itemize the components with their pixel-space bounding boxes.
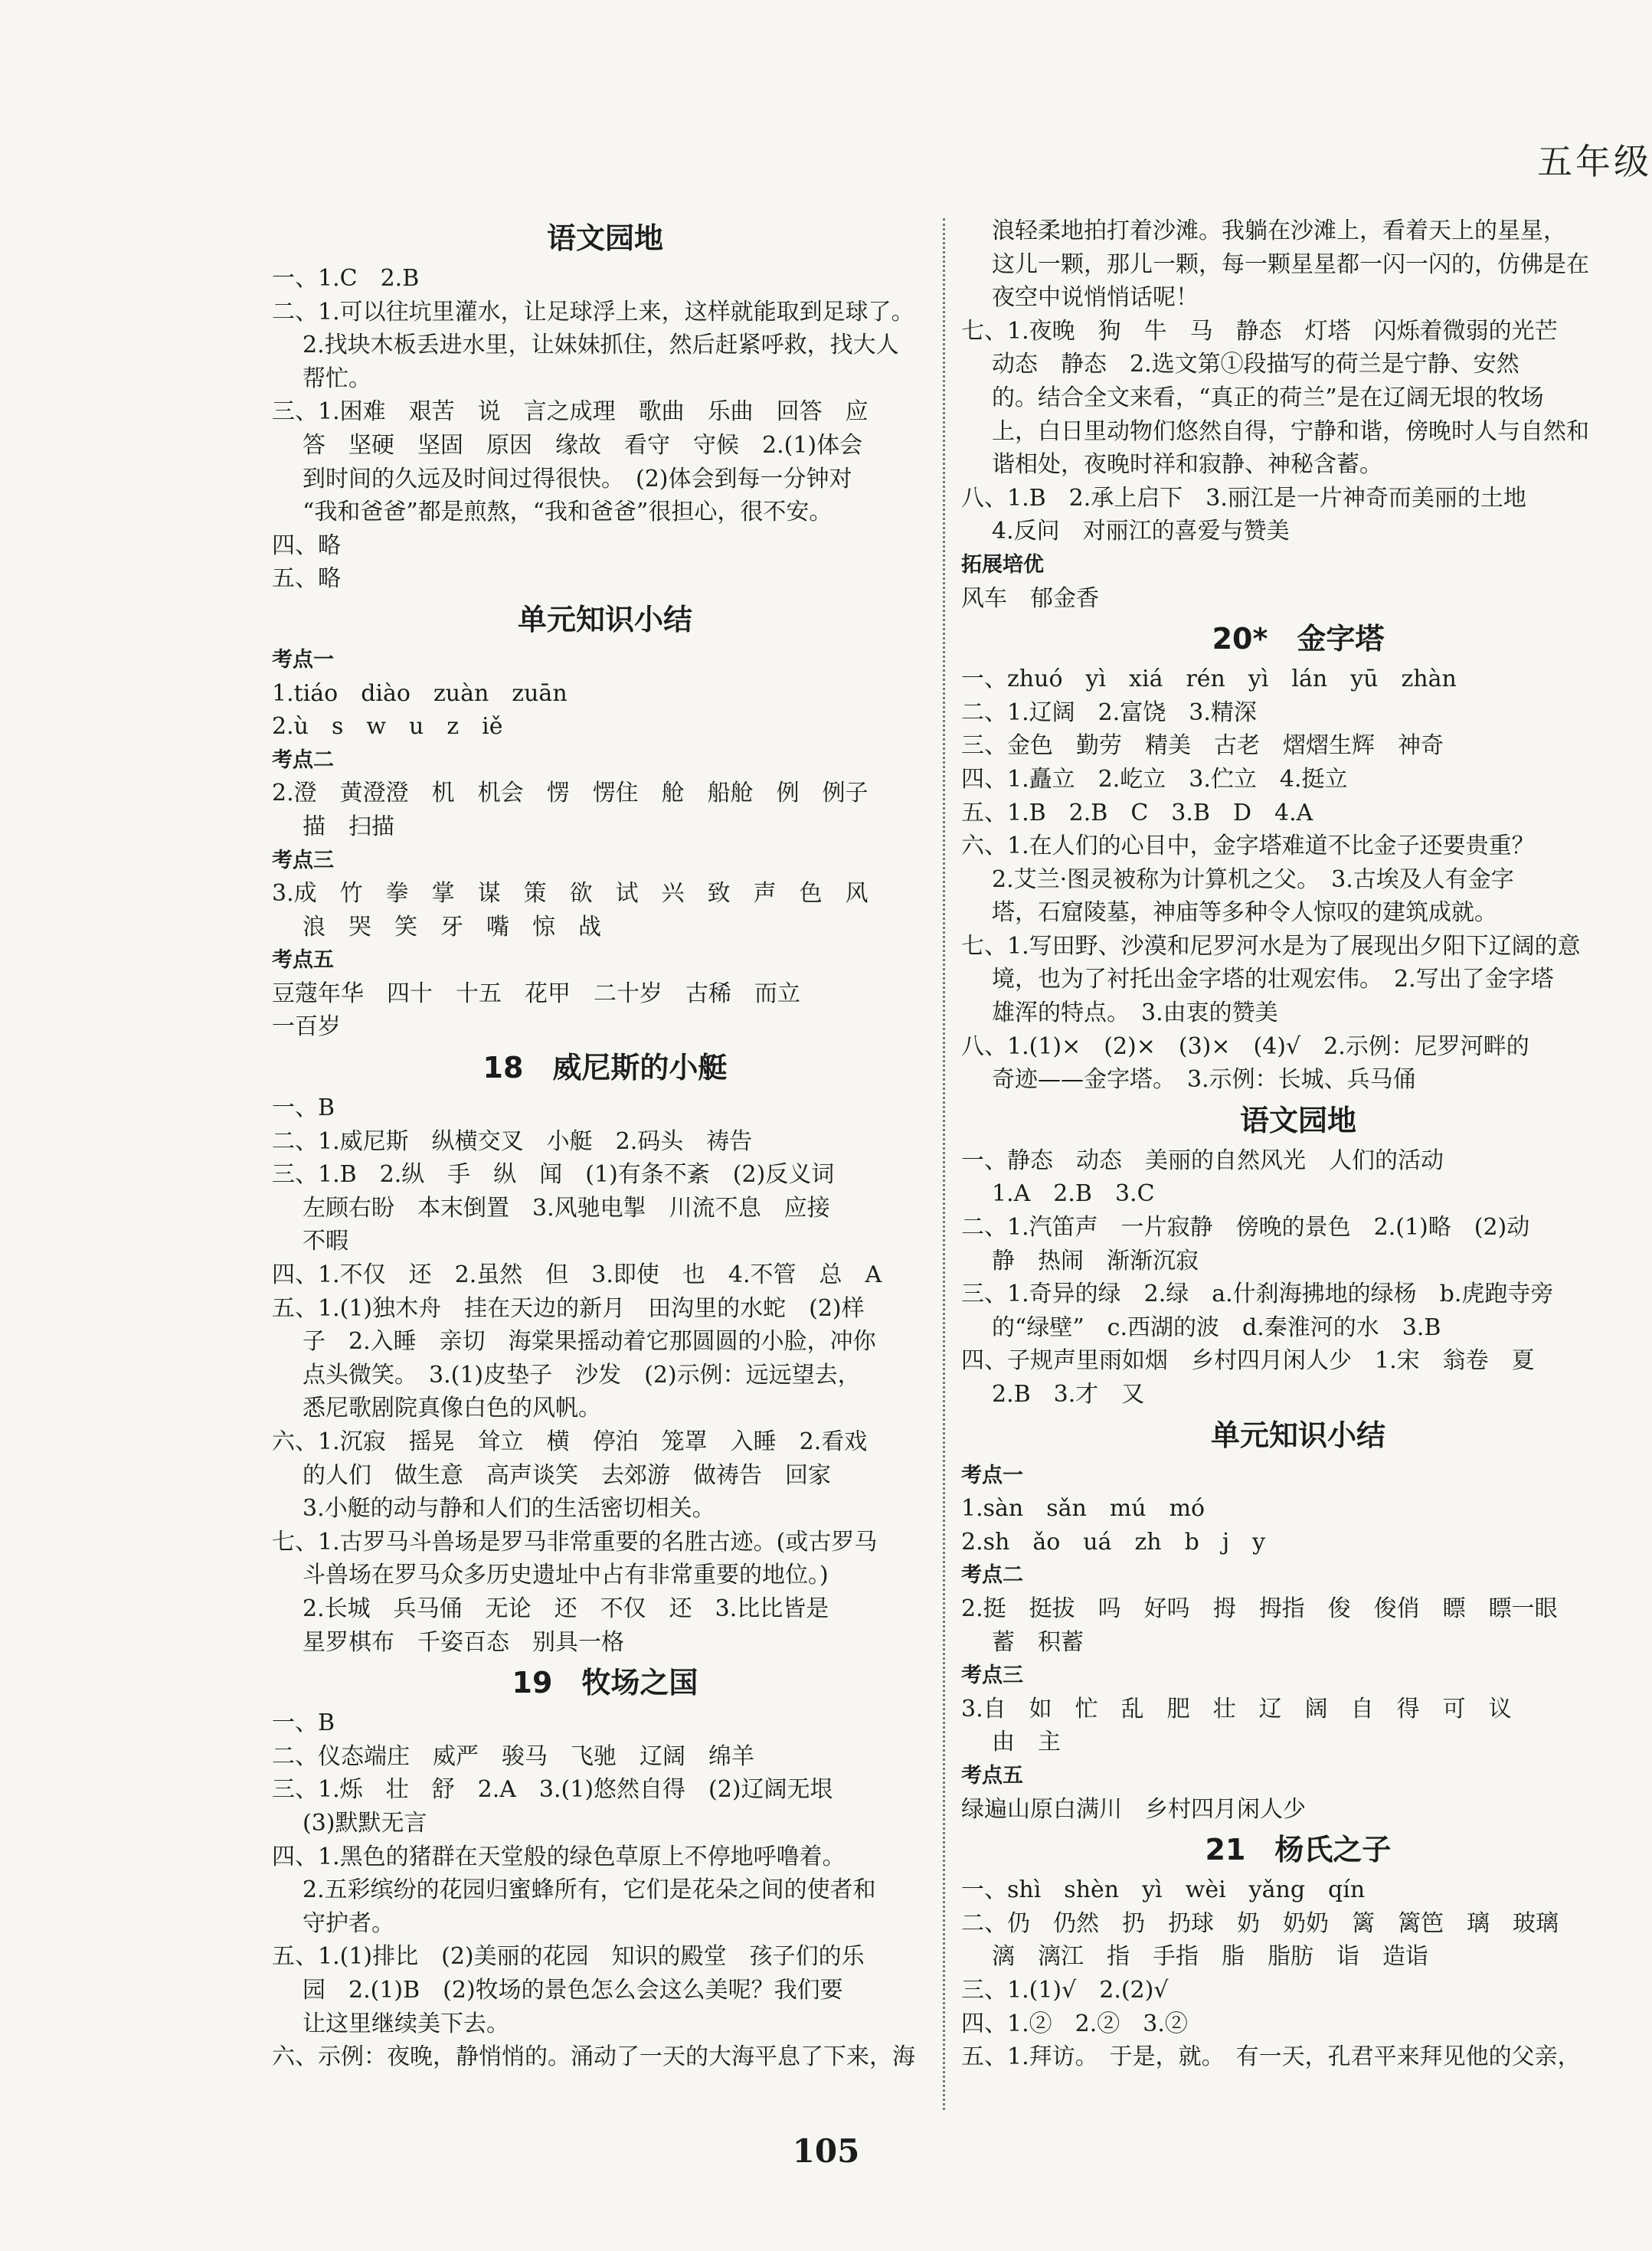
key-point-label: 考点三 bbox=[272, 848, 334, 872]
answer-line: 到时间的久远及时间过得很快。 (2)体会到每一分钟对 bbox=[303, 465, 852, 492]
key-point-label: 考点五 bbox=[961, 1763, 1023, 1788]
answer-line: 七、1.古罗马斗兽场是罗马非常重要的名胜古迹。(或古罗马 bbox=[272, 1528, 878, 1556]
answer-line: 奇迹——金字塔。 3.示例：长城、兵马俑 bbox=[992, 1066, 1416, 1094]
answer-line: 2.找块木板丢进水里，让妹妹抓住，然后赶紧呼救，找大人 bbox=[303, 332, 899, 359]
answer-line: 3.自 如 忙 乱 肥 壮 辽 阔 自 得 可 议 bbox=[961, 1695, 1512, 1723]
answer-line: 帮忙。 bbox=[303, 365, 371, 392]
answer-line: 五、1.拜访。 于是，就。 有一天，孔君平来拜见他的父亲， bbox=[961, 2043, 1581, 2071]
answer-line: 二、仍 仍然 扔 扔球 奶 奶奶 篱 篱笆 璃 玻璃 bbox=[961, 1909, 1559, 1937]
answer-line: 浪 哭 笑 牙 嘴 惊 战 bbox=[303, 913, 601, 941]
answer-line: 一、shì shèn yì wèi yǎng qín bbox=[961, 1876, 1366, 1904]
answer-line: 动态 静态 2.选文第①段描写的荷兰是宁静、安然 bbox=[992, 351, 1520, 378]
section-title: 语文园地 bbox=[546, 221, 663, 255]
section-title: 语文园地 bbox=[1239, 1103, 1356, 1137]
answer-line: 二、1.可以往坑里灌水，让足球浮上来，这样就能取到足球了。 bbox=[272, 298, 914, 326]
section-title: 单元知识小结 bbox=[517, 602, 692, 636]
answer-line: 二、1.汽笛声 一片寂静 傍晚的景色 2.(1)略 (2)动 bbox=[961, 1214, 1530, 1242]
answer-line: 三、1.B 2.纵 手 纵 闻 (1)有条不紊 (2)反义词 bbox=[272, 1161, 835, 1189]
answer-line: 二、1.辽阔 2.富饶 3.精深 bbox=[961, 699, 1257, 726]
answer-line: 三、1.(1)√ 2.(2)√ bbox=[961, 1976, 1169, 2004]
answer-line: 四、1.黑色的猪群在天堂般的绿色草原上不停地呼噜着。 bbox=[272, 1843, 846, 1870]
right-column bbox=[961, 214, 1635, 2074]
answer-line: 三、金色 勤劳 精美 古老 熠熠生辉 神奇 bbox=[961, 732, 1444, 760]
answer-line: 六、1.在人们的心目中，金字塔难道不比金子还要贵重？ bbox=[961, 833, 1535, 860]
answer-line: 的人们 做生意 高声谈笑 去郊游 做祷告 回家 bbox=[303, 1461, 831, 1489]
answer-line: 八、1.(1)× (2)× (3)× (4)√ 2.示例：尼罗河畔的 bbox=[961, 1032, 1529, 1060]
answer-line: 静 热闹 渐渐沉寂 bbox=[992, 1247, 1199, 1274]
left-column bbox=[272, 214, 938, 2074]
answer-line: 蓄 积蓄 bbox=[992, 1628, 1084, 1656]
answer-line: 四、子规声里雨如烟 乡村四月闲人少 1.宋 翁卷 夏 bbox=[961, 1347, 1535, 1375]
key-point-label: 拓展培优 bbox=[961, 552, 1044, 577]
answer-line: 悉尼歌剧院真像白色的风帆。 bbox=[303, 1395, 601, 1422]
section-title: 19 牧场之国 bbox=[512, 1666, 698, 1700]
answer-line: 四、1.不仅 还 2.虽然 但 3.即使 也 4.不管 总 A bbox=[272, 1261, 882, 1289]
answer-line: 塔，石窟陵墓，神庙等多种令人惊叹的建筑成就。 bbox=[992, 899, 1497, 927]
answer-line: 谐相处，夜晚时祥和寂静、神秘含蓄。 bbox=[992, 451, 1382, 479]
answer-line: 2.sh ǎo uá zh b j y bbox=[961, 1528, 1266, 1556]
answer-line: 3.小艇的动与静和人们的生活密切相关。 bbox=[303, 1495, 715, 1523]
answer-line: 4.反问 对丽江的喜爱与赞美 bbox=[992, 518, 1290, 545]
answer-line: 一、1.C 2.B bbox=[272, 265, 420, 292]
answer-line: “我和爸爸”都是煎熬，“我和爸爸”很担心，很不安。 bbox=[303, 499, 833, 526]
answer-line: 斗兽场在罗马众多历史遗址中占有非常重要的地位。) bbox=[303, 1562, 829, 1589]
answer-line: 2.ù s w u z iě bbox=[272, 713, 503, 741]
answer-line: 八、1.B 2.承上启下 3.丽江是一片神奇而美丽的土地 bbox=[961, 484, 1526, 512]
answer-line: 守护者。 bbox=[303, 1909, 394, 1937]
answer-line: 由 主 bbox=[992, 1729, 1061, 1756]
answer-line: 2.挺 挺拔 吗 好吗 拇 拇指 俊 俊俏 瞟 瞟一眼 bbox=[961, 1595, 1558, 1622]
answer-line: 不暇 bbox=[303, 1228, 348, 1255]
answer-line: 上，白日里动物们悠然自得，宁静和谐，傍晚时人与自然和 bbox=[992, 417, 1589, 445]
answer-line: 描 扫描 bbox=[303, 813, 394, 840]
answer-line: 四、1.② 2.② 3.② bbox=[961, 2010, 1188, 2037]
answer-line: 夜空中说悄悄话呢！ bbox=[992, 284, 1199, 312]
answer-line: 3.成 竹 拳 掌 谋 策 欲 试 兴 致 声 色 风 bbox=[272, 880, 869, 908]
answer-line: 六、1.沉寂 摇晃 耸立 横 停泊 笼罩 入睡 2.看戏 bbox=[272, 1428, 868, 1455]
answer-line: 三、1.奇异的绿 2.绿 a.什刹海拂地的绿杨 b.虎跑寺旁 bbox=[961, 1281, 1554, 1308]
answer-line: 五、略 bbox=[272, 565, 341, 593]
section-title: 单元知识小结 bbox=[1210, 1418, 1385, 1452]
answer-line: 一、静态 动态 美丽的自然风光 人们的活动 bbox=[961, 1147, 1444, 1174]
answer-line: 四、1.矗立 2.屹立 3.伫立 4.挺立 bbox=[961, 765, 1348, 793]
section-title: 20* 金字塔 bbox=[1212, 622, 1385, 656]
answer-line: 1.sàn sǎn mú mó bbox=[961, 1495, 1205, 1523]
key-point-label: 考点五 bbox=[272, 948, 334, 973]
answer-line: 一、B bbox=[272, 1094, 335, 1122]
answer-line: 三、1.烁 壮 舒 2.A 3.(1)悠然自得 (2)辽阔无垠 bbox=[272, 1776, 833, 1804]
answer-line: 点头微笑。 3.(1)皮垫子 沙发 (2)示例：远远望去， bbox=[303, 1361, 861, 1389]
answer-line: 境，也为了衬托出金字塔的壮观宏伟。 2.写出了金字塔 bbox=[992, 966, 1554, 993]
answer-line: 2.长城 兵马俑 无论 还 不仅 还 3.比比皆是 bbox=[303, 1595, 829, 1622]
answer-line: 雄浑的特点。 3.由衷的赞美 bbox=[992, 1000, 1278, 1027]
key-point-label: 考点一 bbox=[961, 1463, 1023, 1487]
key-point-label: 考点一 bbox=[272, 647, 334, 672]
answer-line: 豆蔻年华 四十 十五 花甲 二十岁 古稀 而立 bbox=[272, 980, 800, 1007]
answer-line: 二、1.威尼斯 纵横交叉 小艇 2.码头 祷告 bbox=[272, 1127, 753, 1155]
answer-line: 四、略 bbox=[272, 532, 341, 559]
answer-line: 子 2.入睡 亲切 海棠果摇动着它那圆圆的小脸，冲你 bbox=[303, 1328, 876, 1356]
answer-line: 园 2.(1)B (2)牧场的景色怎么会这么美呢？我们要 bbox=[303, 1976, 843, 2004]
answer-line: 漓 漓江 指 手指 脂 脂肪 诣 造诣 bbox=[992, 1943, 1428, 1971]
answer-line: 1.tiáo diào zuàn zuān bbox=[272, 679, 568, 707]
answer-line: 的“绿壁” c.西湖的波 d.秦淮河的水 3.B bbox=[992, 1314, 1441, 1341]
answer-line: 五、1.(1)排比 (2)美丽的花园 知识的殿堂 孩子们的乐 bbox=[272, 1943, 865, 1971]
section-title: 18 威尼斯的小艇 bbox=[483, 1051, 728, 1085]
answer-line: 星罗棋布 千姿百态 别具一格 bbox=[303, 1628, 624, 1656]
key-point-label: 考点二 bbox=[272, 748, 334, 772]
page-number: 105 bbox=[792, 2132, 860, 2170]
answer-line: 六、示例：夜晚，静悄悄的。涌动了一天的大海平息了下来，海 bbox=[272, 2043, 915, 2071]
answer-line: 一、zhuó yì xiá rén yì lán yū zhàn bbox=[961, 666, 1457, 693]
answer-line: 左顾右盼 本末倒置 3.风驰电掣 川流不息 应接 bbox=[303, 1194, 830, 1222]
answer-line: (3)默默无言 bbox=[303, 1809, 427, 1837]
answer-line: 五、1.B 2.B C 3.B D 4.A bbox=[961, 799, 1313, 826]
answer-line: 浪轻柔地拍打着沙滩。我躺在沙滩上，看着天上的星星， bbox=[992, 218, 1566, 244]
answer-line: 2.澄 黄澄澄 机 机会 愣 愣住 舱 船舱 例 例子 bbox=[272, 780, 869, 807]
answer-line: 让这里继续美下去。 bbox=[303, 2010, 509, 2037]
grade-label: 五年级 bbox=[1537, 141, 1652, 182]
section-title: 21 杨氏之子 bbox=[1205, 1833, 1392, 1867]
answer-line: 七、1.写田野、沙漠和尼罗河水是为了展现出夕阳下辽阔的意 bbox=[961, 932, 1581, 960]
answer-line: 这儿一颗，那儿一颗，每一颗星星都一闪一闪的，仿佛是在 bbox=[992, 250, 1589, 278]
answer-line: 七、1.夜晚 狗 牛 马 静态 灯塔 闪烁着微弱的光芒 bbox=[961, 317, 1558, 345]
answer-line: 2.B 3.才 又 bbox=[992, 1381, 1145, 1408]
answer-line: 三、1.困难 艰苦 说 言之成理 歌曲 乐曲 回答 应 bbox=[272, 398, 869, 426]
answer-line: 一、B bbox=[272, 1710, 335, 1737]
answer-line: 1.A 2.B 3.C bbox=[992, 1180, 1155, 1208]
answer-line: 五、1.(1)独木舟 挂在天边的新月 田沟里的水蛇 (2)样 bbox=[272, 1294, 865, 1322]
answer-line: 2.艾兰·图灵被称为计算机之父。 3.古埃及人有金字 bbox=[992, 865, 1514, 893]
column-divider bbox=[943, 218, 945, 2110]
answer-line: 一百岁 bbox=[272, 1013, 341, 1041]
answer-line: 二、仪态端庄 威严 骏马 飞驰 辽阔 绵羊 bbox=[272, 1742, 754, 1770]
answer-line: 绿遍山原白满川 乡村四月闲人少 bbox=[961, 1795, 1306, 1823]
answer-line: 答 坚硬 坚固 原因 缘故 看守 守候 2.(1)体会 bbox=[303, 431, 863, 459]
answer-line: 2.五彩缤纷的花园归蜜蜂所有，它们是花朵之间的使者和 bbox=[303, 1876, 876, 1904]
answer-line: 的。结合全文来看，“真正的荷兰”是在辽阔无垠的牧场 bbox=[992, 384, 1544, 411]
key-point-label: 考点三 bbox=[961, 1664, 1023, 1688]
answer-line: 风车 郁金香 bbox=[961, 584, 1099, 612]
key-point-label: 考点二 bbox=[961, 1563, 1023, 1588]
